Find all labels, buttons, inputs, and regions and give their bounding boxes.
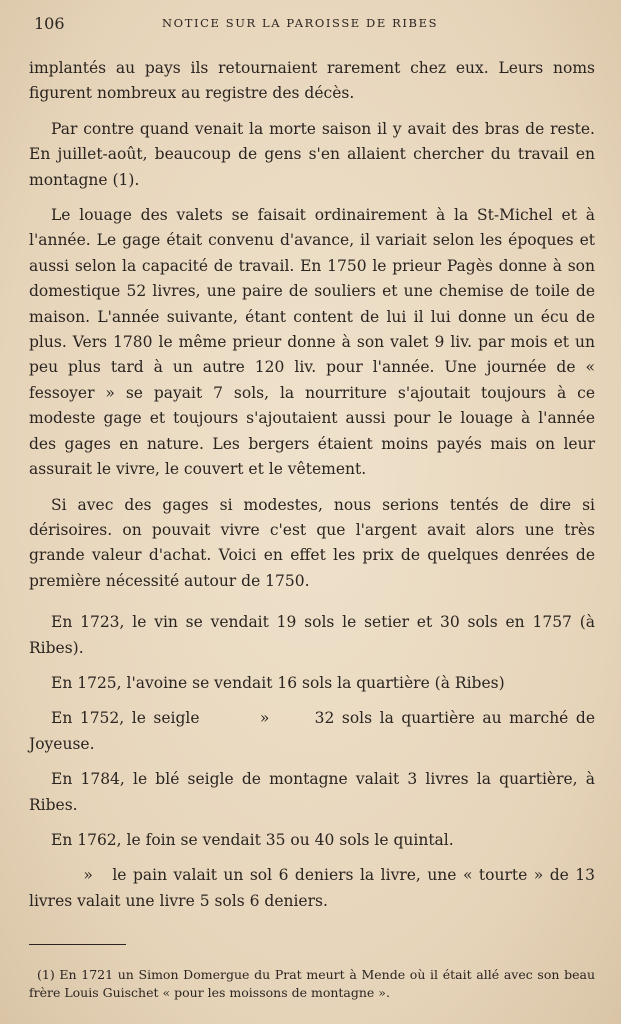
running-title: NOTICE SUR LA PAROISSE DE RIBES xyxy=(162,16,439,30)
page-number: 106 xyxy=(34,14,65,33)
paragraph-louage: Le louage des valets se faisait ordinairement à la St-Michel et à l'année. Le gage était convenu d'avance, il variait selon les époques et aussi selon la capacité de travail. En 1750 le prieur Pagès donne à son domestique 52 livres, une paire de souliers et une chemise de toile de maison. L'année suivante, étant content de lui il lui donne un écu de plus. Vers 1780 le même prieur donne à son valet 9 liv. par mois et un peu plus tard à un autre 120 liv. pour l'année. Une journée de « fessoyer » se payait 7 sols, la nourriture s'ajoutait toujours à ce modeste gage et toujours s'ajoutaient aussi pour le louage à l'année des gages en nature. Les bergers étaient moins payés mais on leur assurait le vivre, le couvert et le vêtement. xyxy=(29,206,595,479)
price-item-seigle: En 1752, le seigle » 32 sols la quartière au marché de Joyeuse. xyxy=(29,709,600,753)
paragraph-continuation: implantés au pays ils retournaient rarement chez eux. Leurs noms figurent nombreux au registre des décès. xyxy=(29,59,595,103)
page-header xyxy=(32,12,593,36)
footnote-text: (1) En 1721 un Simon Domergue du Prat meurt à Mende où il était allé avec son beau frère Louis Guischet « pour les moissons de montagne ». xyxy=(29,967,595,1000)
price-item-vin: En 1723, le vin se vendait 19 sols le setier et 30 sols en 1757 (à Ribes). xyxy=(29,613,595,657)
price-item-foin: En 1762, le foin se vendait 35 ou 40 sols le quintal. xyxy=(51,830,454,849)
price-item-ble: En 1784, le blé seigle de montagne valait 3 livres la quartière, à Ribes. xyxy=(29,770,595,814)
footnote xyxy=(29,966,595,1002)
page-body xyxy=(29,56,600,924)
paragraph-gages: Si avec des gages si modestes, nous serions tentés de dire si dérisoires. on pouvait vivre c'est que l'argent avait alors une très grande valeur d'achat. Voici en effet les prix de quelques denrées de première nécessité autour de 1750. xyxy=(29,495,595,590)
price-item-pain: » le pain valait un sol 6 deniers la livre, une « tourte » de 13 livres valait une livre 5 sols 6 deniers. xyxy=(29,866,600,910)
price-item-avoine: En 1725, l'avoine se vendait 16 sols la quartière (à Ribes) xyxy=(51,673,505,692)
paragraph-morte-saison: Par contre quand venait la morte saison il y avait des bras de reste. En juillet-août, beaucoup de gens s'en allaient chercher du travail en montagne (1). xyxy=(29,119,595,189)
footnote-divider xyxy=(29,944,126,945)
